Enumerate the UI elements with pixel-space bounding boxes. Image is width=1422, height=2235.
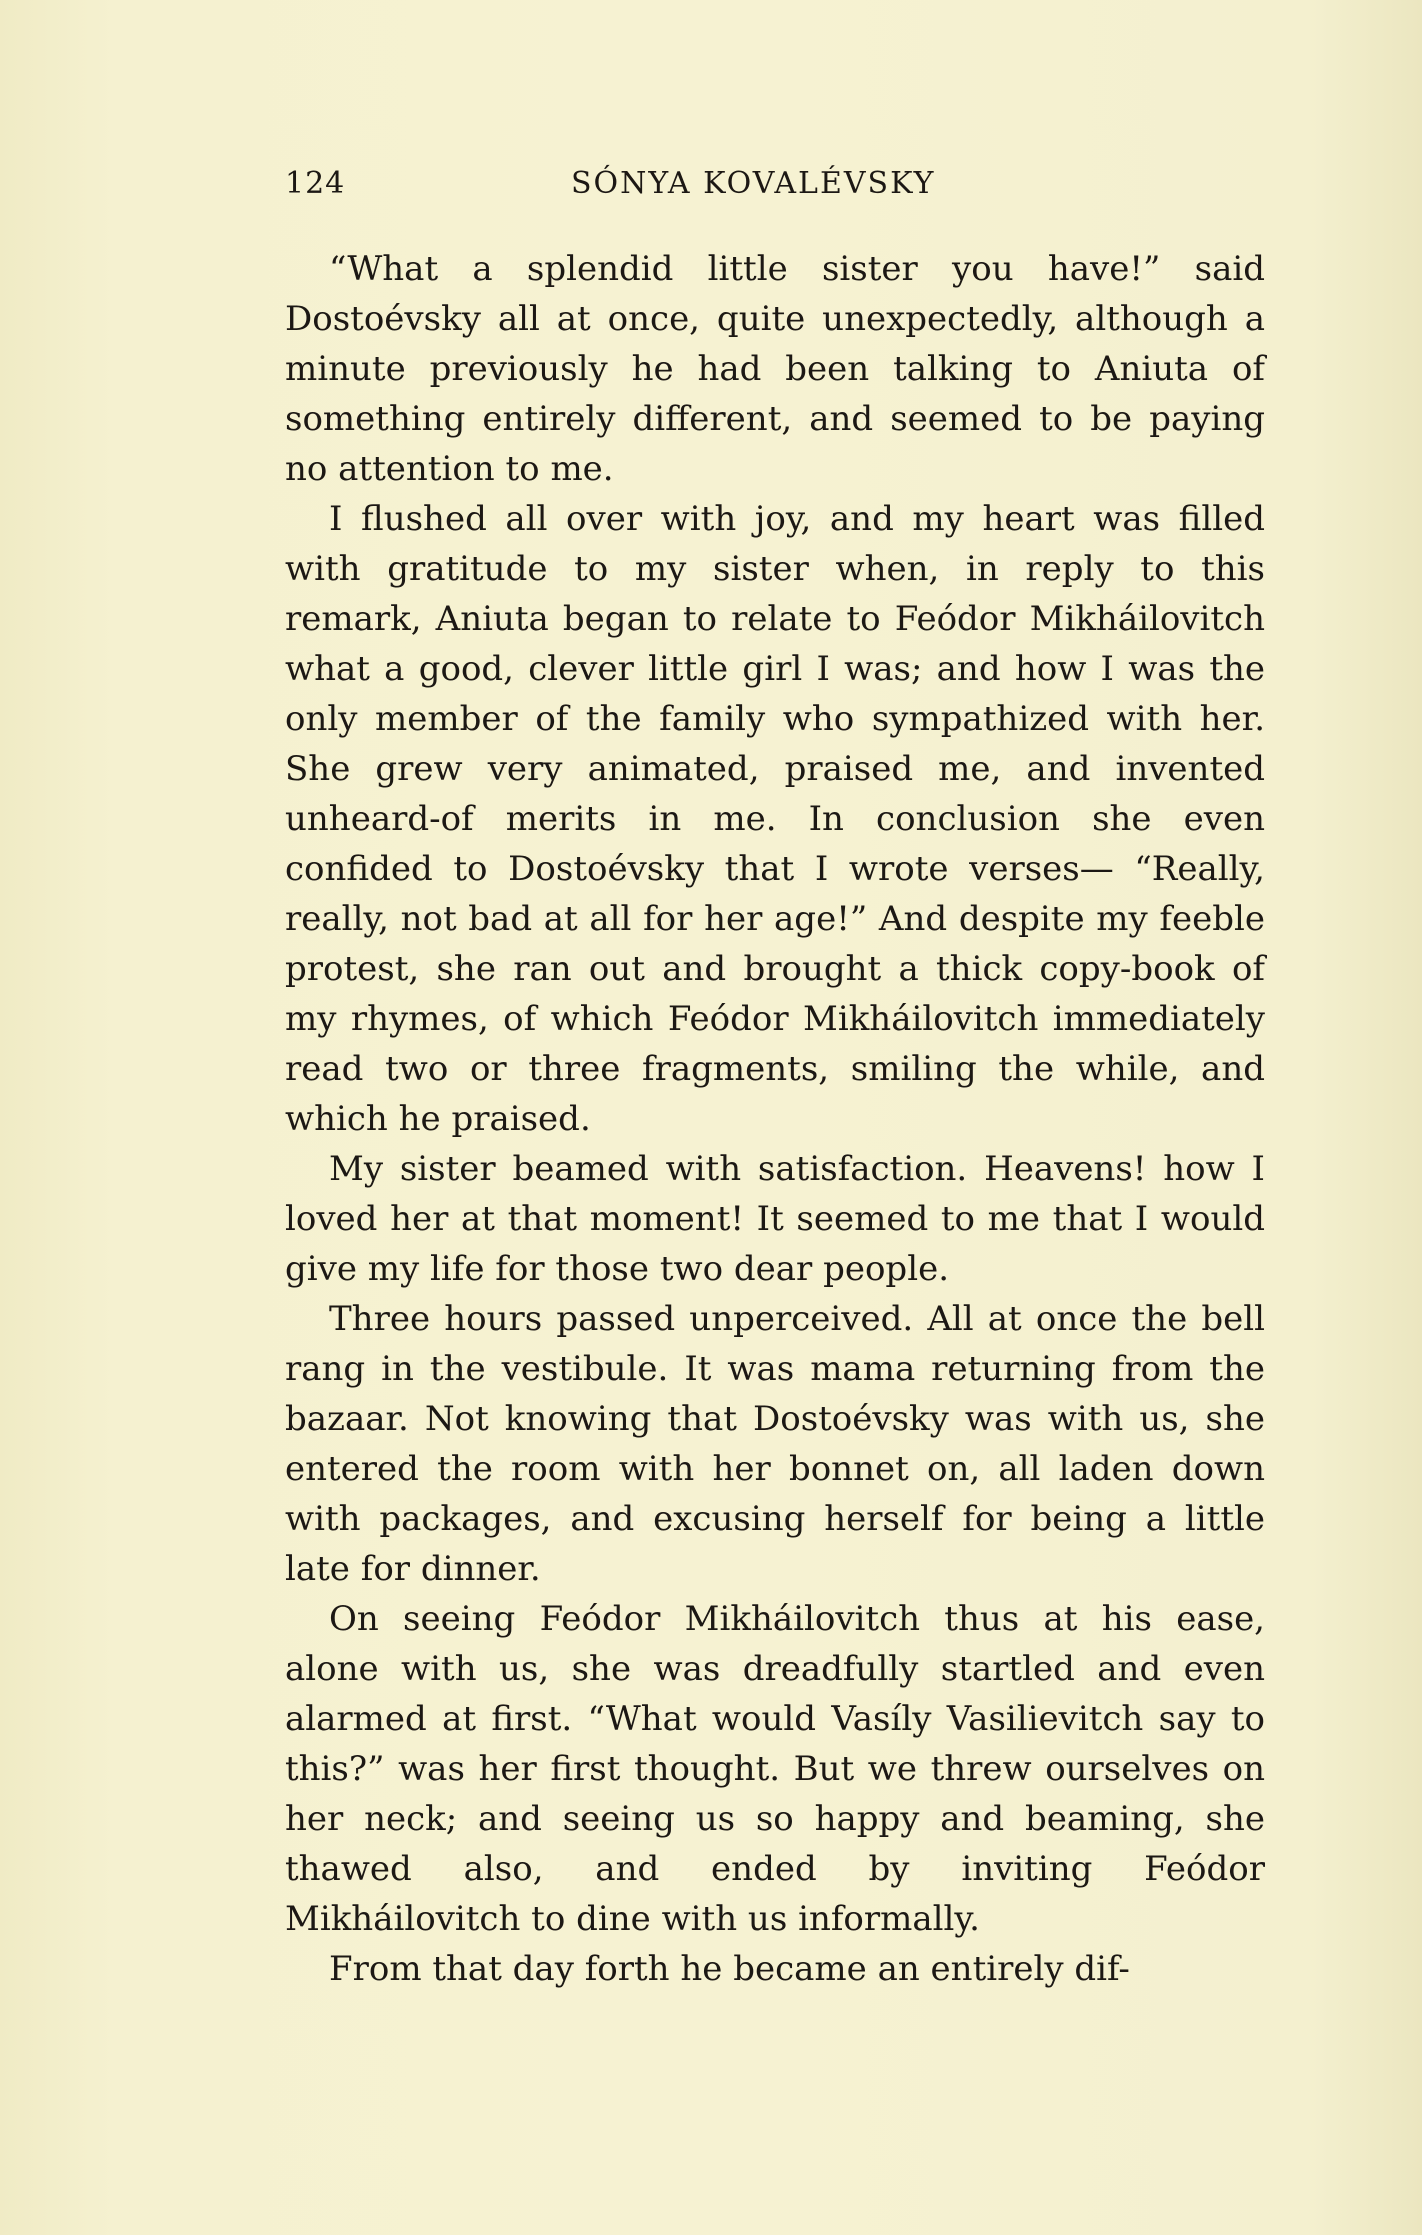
paragraph: I flushed all over with joy, and my heart was filled with gratitude to my sister when, in reply to this remark, Aniuta began to relate to Feódor Mikháilovitch what a good, clever little girl I was; and how I was the only member of the family who sympathized with her. She grew very animated, praised me, and invented unheard-of merits in me. In conclusion she even confided to Dostoévsky that I wrote verses— “Really, really, not bad at all for her age!” And despite my feeble protest, she ran out and brought a thick copy-book of my rhymes, of which Feódor Mikháilovitch immediately read two or three fragments, smiling the while, and which he praised.	[285, 499, 1265, 1139]
paragraph: Three hours passed unperceived. All at once the bell rang in the vestibule. It was mama returning from the bazaar. Not knowing that Dostoévsky was with us, she entered the room with her bonnet on, all laden down with packages, and excusing herself for being a little late for dinner.	[285, 1299, 1265, 1589]
page-number: 124	[285, 166, 346, 201]
page-header	[285, 160, 1265, 208]
paragraph: My sister beamed with satisfaction. Heavens! how I loved her at that moment! It seemed to me that I would give my life for those two dear people.	[285, 1149, 1265, 1289]
body-text	[285, 244, 1265, 1994]
running-head: SÓNYA KOVALÉVSKY	[571, 166, 936, 201]
paragraph: On seeing Feódor Mikháilovitch thus at his ease, alone with us, she was dreadfully startled and even alarmed at first. “What would Vasíly Vasilievitch say to this?” was her first thought. But we threw ourselves on her neck; and seeing us so happy and beaming, she thawed also, and ended by inviting Feódor Mikháilovitch to dine with us informally.	[285, 1599, 1265, 1939]
paragraph: “What a splendid little sister you have!” said Dostoévsky all at once, quite unexpectedly, although a minute previously he had been talking to Aniuta of something entirely different, and seemed to be paying no attention to me.	[285, 249, 1265, 489]
paragraph: From that day forth he became an entirely dif-	[329, 1949, 1130, 1989]
